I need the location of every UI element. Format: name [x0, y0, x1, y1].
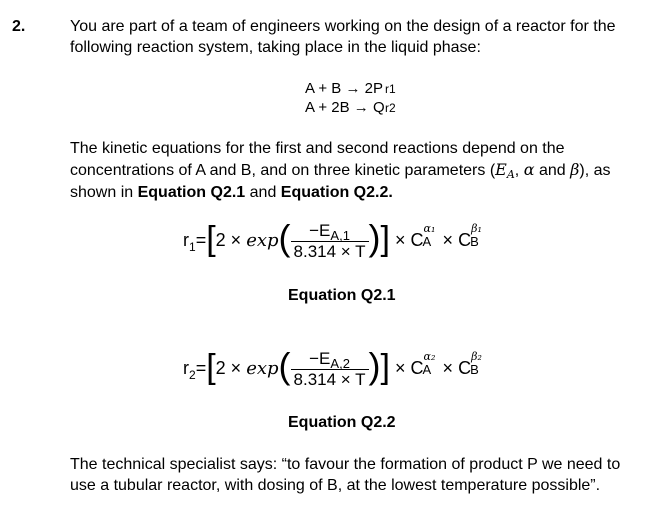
- reaction-1-rate: r1: [385, 82, 396, 96]
- equation-2: [183, 345, 485, 390]
- equation-1: [183, 217, 485, 262]
- intro-paragraph: You are part of a team of engineers working on the design of a reactor for the following reaction system, taking place in the liquid phase:: [70, 18, 616, 56]
- param-ea-letter: E: [495, 160, 507, 179]
- eq2-open-bracket: [: [206, 347, 216, 386]
- eq-ref-2: Equation Q2.2.: [280, 184, 393, 201]
- reaction-1: [305, 80, 396, 97]
- eq2-ca-scripts: [422, 349, 438, 377]
- kinetics-text-a: The kinetic equations for the first and second reactions depend on the concentrations of A and B, and on three kinetic parameters (: [70, 140, 565, 179]
- eq1-open-bracket: [: [206, 219, 216, 258]
- eq1-cb-scripts: [470, 221, 485, 249]
- eq1-denominator: 8.314 × T: [293, 241, 366, 261]
- eq1-ca-sub: A: [422, 233, 432, 249]
- eq1-times-2: ×: [442, 229, 454, 250]
- eq2-num-text: −E: [309, 348, 331, 368]
- eq-ref-1: Equation Q2.1: [137, 184, 246, 201]
- reaction-1-equation: A + B → 2P: [305, 80, 383, 97]
- eq1-times-1: ×: [395, 229, 406, 250]
- eq2-eq-sign: =: [195, 357, 207, 378]
- eq2-fraction: [291, 349, 369, 390]
- eq1-exp-func: exp: [246, 229, 279, 251]
- eq2-numerator: [291, 349, 369, 370]
- eq2-ca-sub: A: [422, 361, 432, 377]
- eq1-fraction: [291, 221, 369, 262]
- eq1-num-sub: A,1: [330, 227, 350, 243]
- eq1-coef: 2 ×: [215, 229, 242, 250]
- eq1-eq-sign: =: [195, 229, 207, 250]
- eq1-close-bracket: ]: [380, 219, 390, 258]
- eq1-close-paren: ): [368, 217, 381, 258]
- param-ea-sub: A: [506, 168, 515, 181]
- eq2-lhs-sub: 2: [189, 367, 196, 382]
- eq2-cb-scripts: [470, 349, 485, 377]
- eq2-cb-exp: β₂: [471, 349, 482, 363]
- eq2-times-1: ×: [395, 357, 406, 378]
- eq2-lhs: r: [183, 357, 189, 378]
- eq1-cb: C: [458, 229, 472, 250]
- eq2-ca: C: [410, 357, 424, 378]
- eq2-exp-func: exp: [246, 357, 279, 379]
- eq1-cb-sub: B: [470, 233, 479, 249]
- eq2-close-paren: ): [368, 345, 381, 386]
- question-number: 2.: [12, 18, 26, 35]
- eq2-denominator: 8.314 × T: [293, 369, 366, 389]
- eq-ref-and: and: [249, 184, 277, 201]
- kinetics-text-b: ), as shown in: [70, 162, 611, 201]
- eq2-close-bracket: ]: [380, 347, 390, 386]
- param-ea: [495, 160, 515, 179]
- eq2-cb: C: [458, 357, 472, 378]
- eq1-numerator: [291, 221, 369, 242]
- eq1-lhs: r: [183, 229, 189, 250]
- eq2-cb-sub: B: [470, 361, 479, 377]
- eq1-ca-scripts: [422, 221, 438, 249]
- eq2-num-sub: A,2: [330, 355, 350, 371]
- eq1-ca: C: [410, 229, 424, 250]
- param-beta: β: [570, 160, 580, 179]
- eq2-times-2: ×: [442, 357, 454, 378]
- param-and: and: [538, 162, 566, 179]
- reaction-2-equation: A + 2B → Q: [305, 99, 385, 116]
- eq1-open-paren: (: [278, 217, 291, 258]
- eq2-ca-exp: α₂: [423, 349, 436, 363]
- reaction-2: [305, 99, 396, 116]
- param-alpha: α: [523, 160, 535, 179]
- reaction-2-rate: r2: [385, 101, 396, 115]
- closing-paragraph: The technical specialist says: “to favour the formation of product P we need to use a tubular reactor, with dosing of B, at the lowest temperature possible”.: [70, 456, 621, 494]
- eq2-open-paren: (: [278, 345, 291, 386]
- param-sep: ,: [514, 162, 520, 179]
- eq1-lhs-sub: 1: [189, 239, 196, 254]
- eq1-ca-exp: α₁: [423, 221, 436, 235]
- equation-1-label: Equation Q2.1: [288, 287, 396, 304]
- kinetics-paragraph: [70, 138, 640, 203]
- eq2-coef: 2 ×: [215, 357, 242, 378]
- eq1-num-text: −E: [309, 220, 331, 240]
- eq1-cb-exp: β₁: [471, 221, 482, 235]
- equation-2-label: Equation Q2.2: [288, 414, 396, 431]
